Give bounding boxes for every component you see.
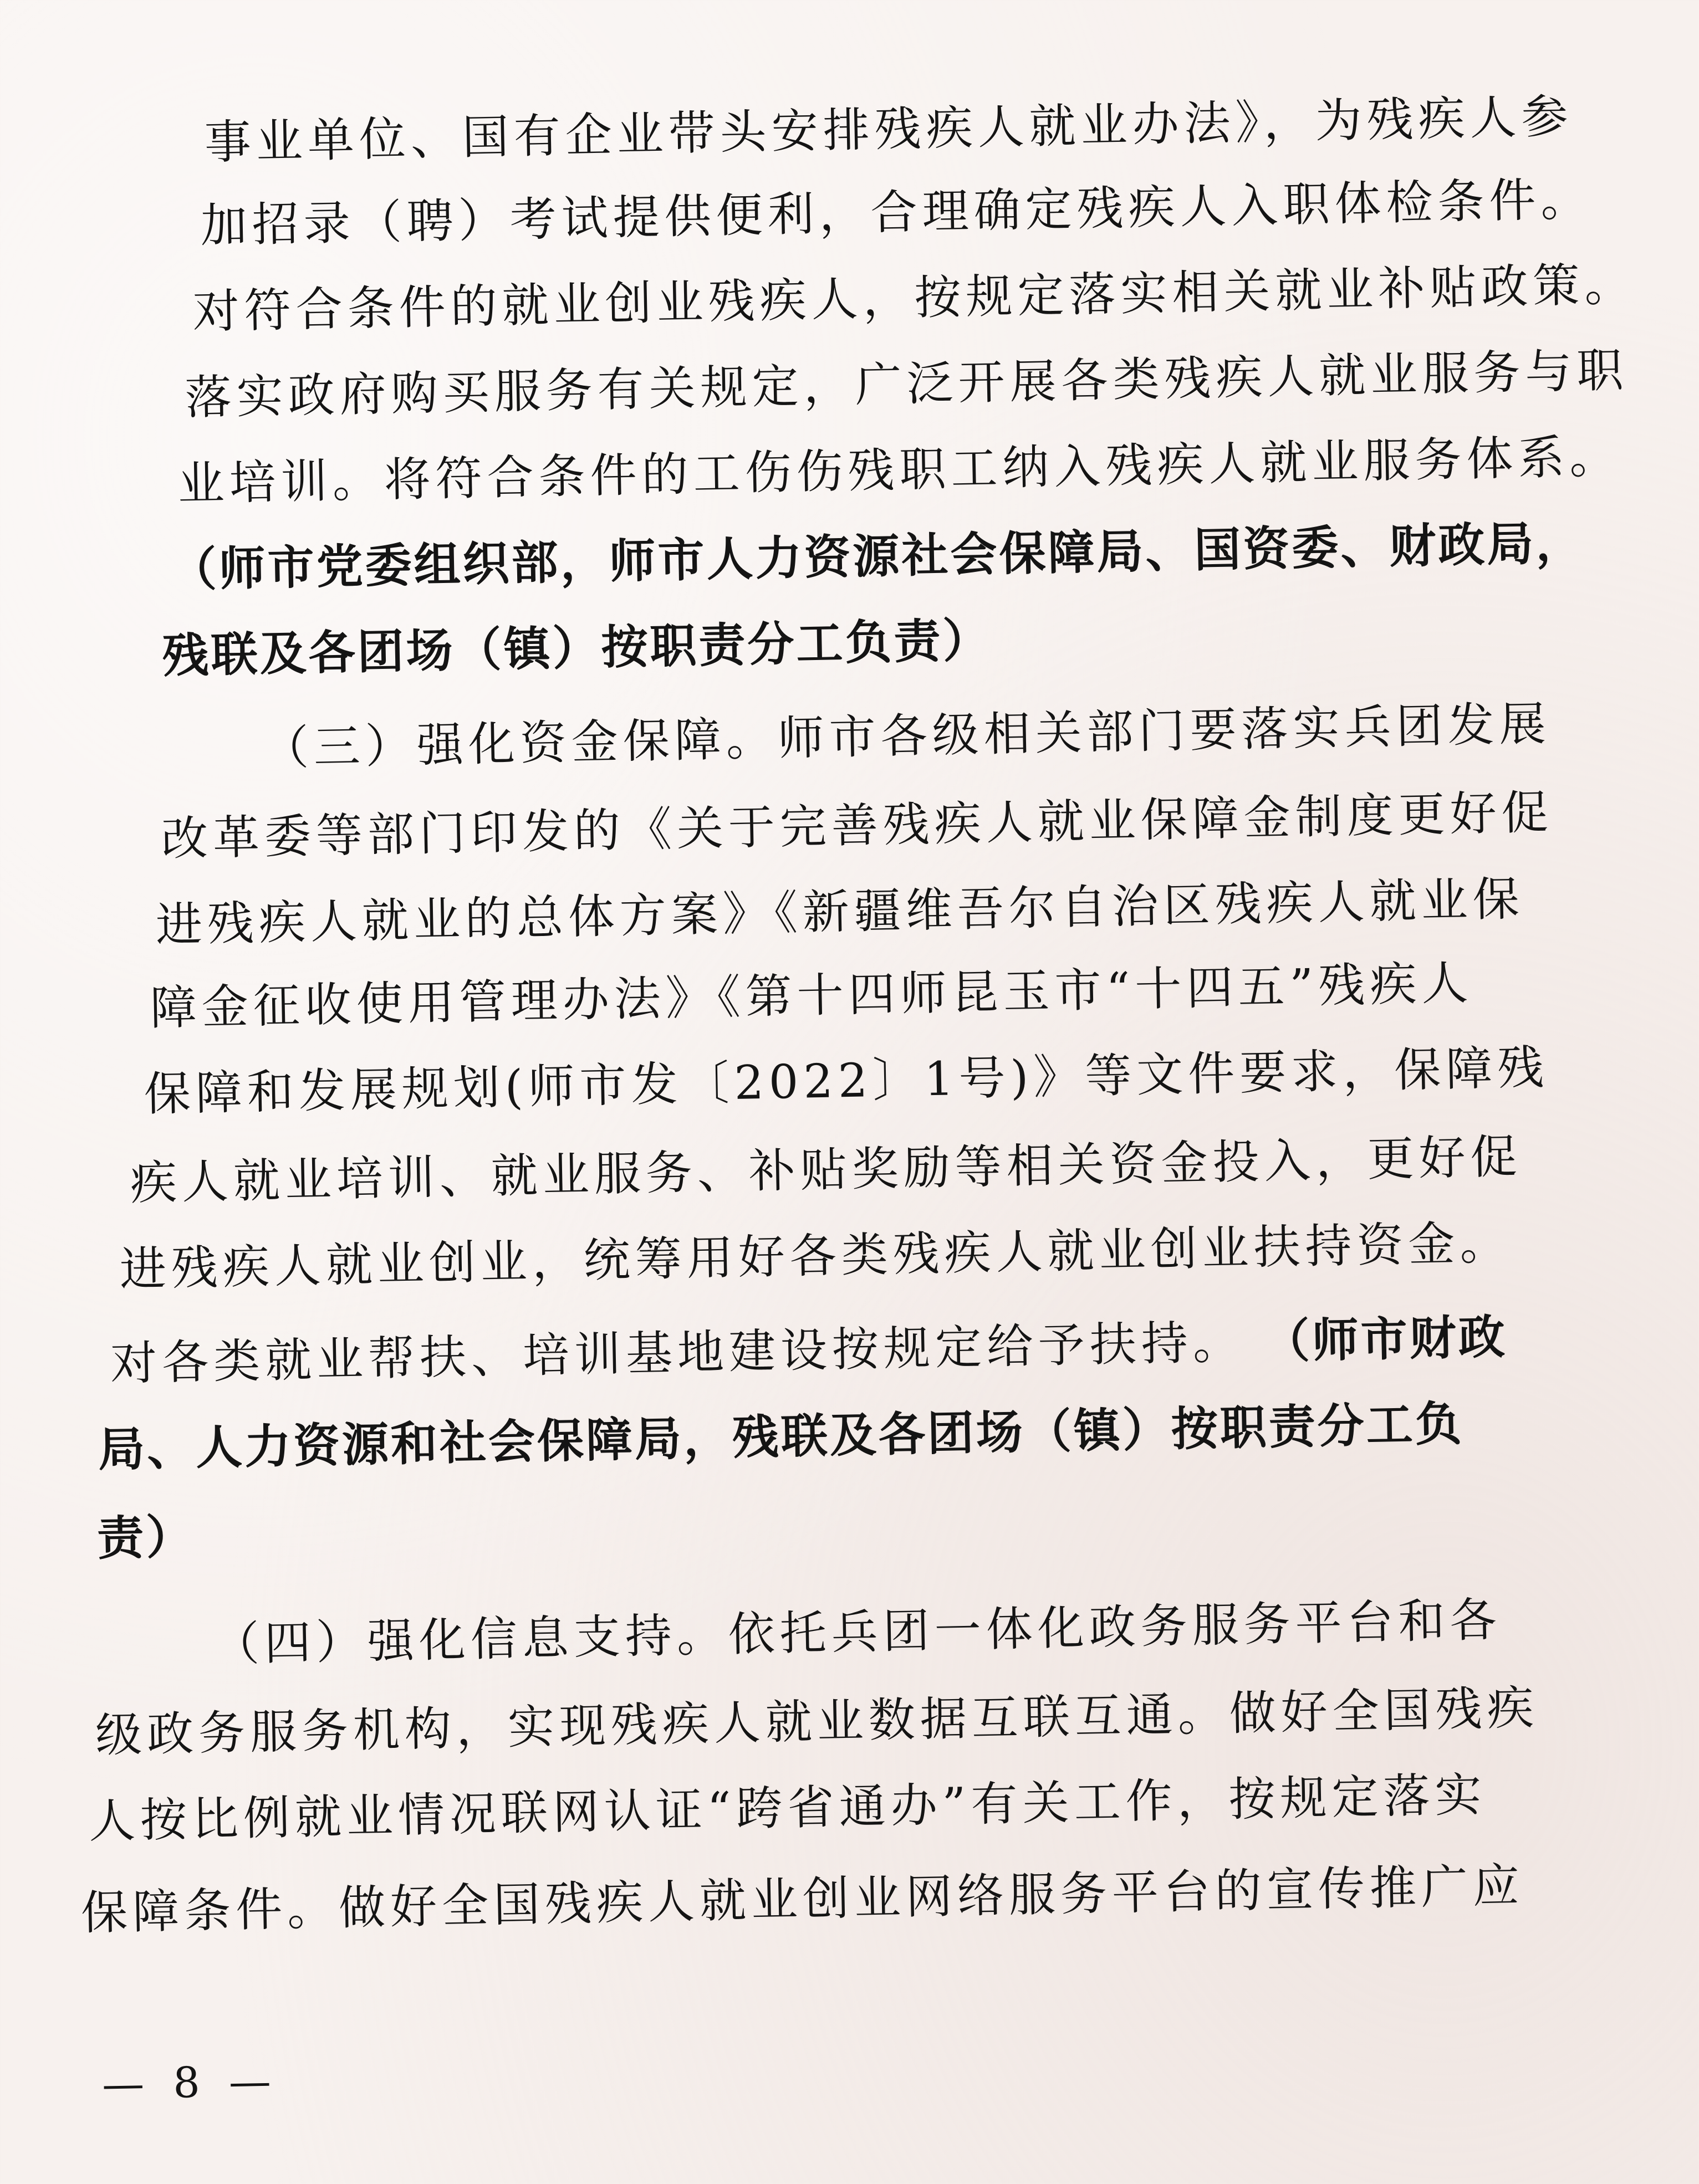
page-number: — 8 — (101, 2056, 279, 2109)
responsible-departments-cont: 责） (96, 1508, 196, 1566)
section-heading-3: （三）强化资金保障。师市各级相关部门要落实兵团发展 (261, 696, 1552, 776)
text-line: 进残疾人就业创业，统筹用好各类残疾人就业创业扶持资金。 (119, 1215, 1512, 1297)
text-line: 人按比例就业情况联网认证“跨省通办”有关工作，按规定落实 (88, 1767, 1487, 1849)
text-line: 保障和发展规划(师市发〔2022〕1号)》等文件要求，保障残 (143, 1040, 1550, 1122)
responsible-departments: （师市财政 (1262, 1309, 1508, 1369)
responsible-departments-cont: 局、人力资源和社会保障局，残联及各团场（镇）按职责分工负 (98, 1395, 1465, 1477)
text-line: 进残疾人就业的总体方案》《新疆维吾尔自治区残疾人就业保 (155, 871, 1525, 952)
text-line: 障金征收使用管理办法》《第十四师昆玉市“十四五”残疾人 (149, 955, 1474, 1036)
text-line: 落实政府购买服务有关规定，广泛开展各类残疾人就业服务与职 (184, 342, 1629, 425)
text-line: 保障条件。做好全国残疾人就业创业网络服务平台的宣传推广应 (80, 1858, 1525, 1940)
text-line: 加招录（聘）考试提供便利，合理确定残疾人入职体检条件。 (200, 171, 1593, 253)
section-heading-4: （四）强化信息支持。依托兵团一体化政务服务平台和各 (212, 1592, 1502, 1672)
responsible-departments: （师市党委组织部，师市人力资源社会保障局、国资委、财政局， (169, 515, 1585, 597)
text-line: 级政务服务机构，实现残疾人就业数据互联互通。做好全国残疾 (95, 1680, 1539, 1763)
text-line: 事业单位、国有企业带头安排残疾人就业办法》，为残疾人参 (203, 89, 1574, 170)
text-line: 对符合条件的就业创业残疾人，按规定落实相关就业补贴政策。 (192, 257, 1637, 339)
text-line: 业培训。将符合条件的工伤伤残职工纳入残疾人就业服务体系。 (177, 429, 1622, 512)
text-line: 改革委等部门印发的《关于完善残疾人就业保障金制度更好促 (161, 785, 1554, 866)
responsible-departments-cont: 残联及各团场（镇）按职责分工负责） (161, 612, 992, 683)
text-line: 疾人就业培训、就业服务、补贴奖励等相关资金投入，更好促 (129, 1129, 1523, 1210)
text-line: 对各类就业帮扶、培训基地建设按规定给予扶持。 (110, 1315, 1245, 1391)
